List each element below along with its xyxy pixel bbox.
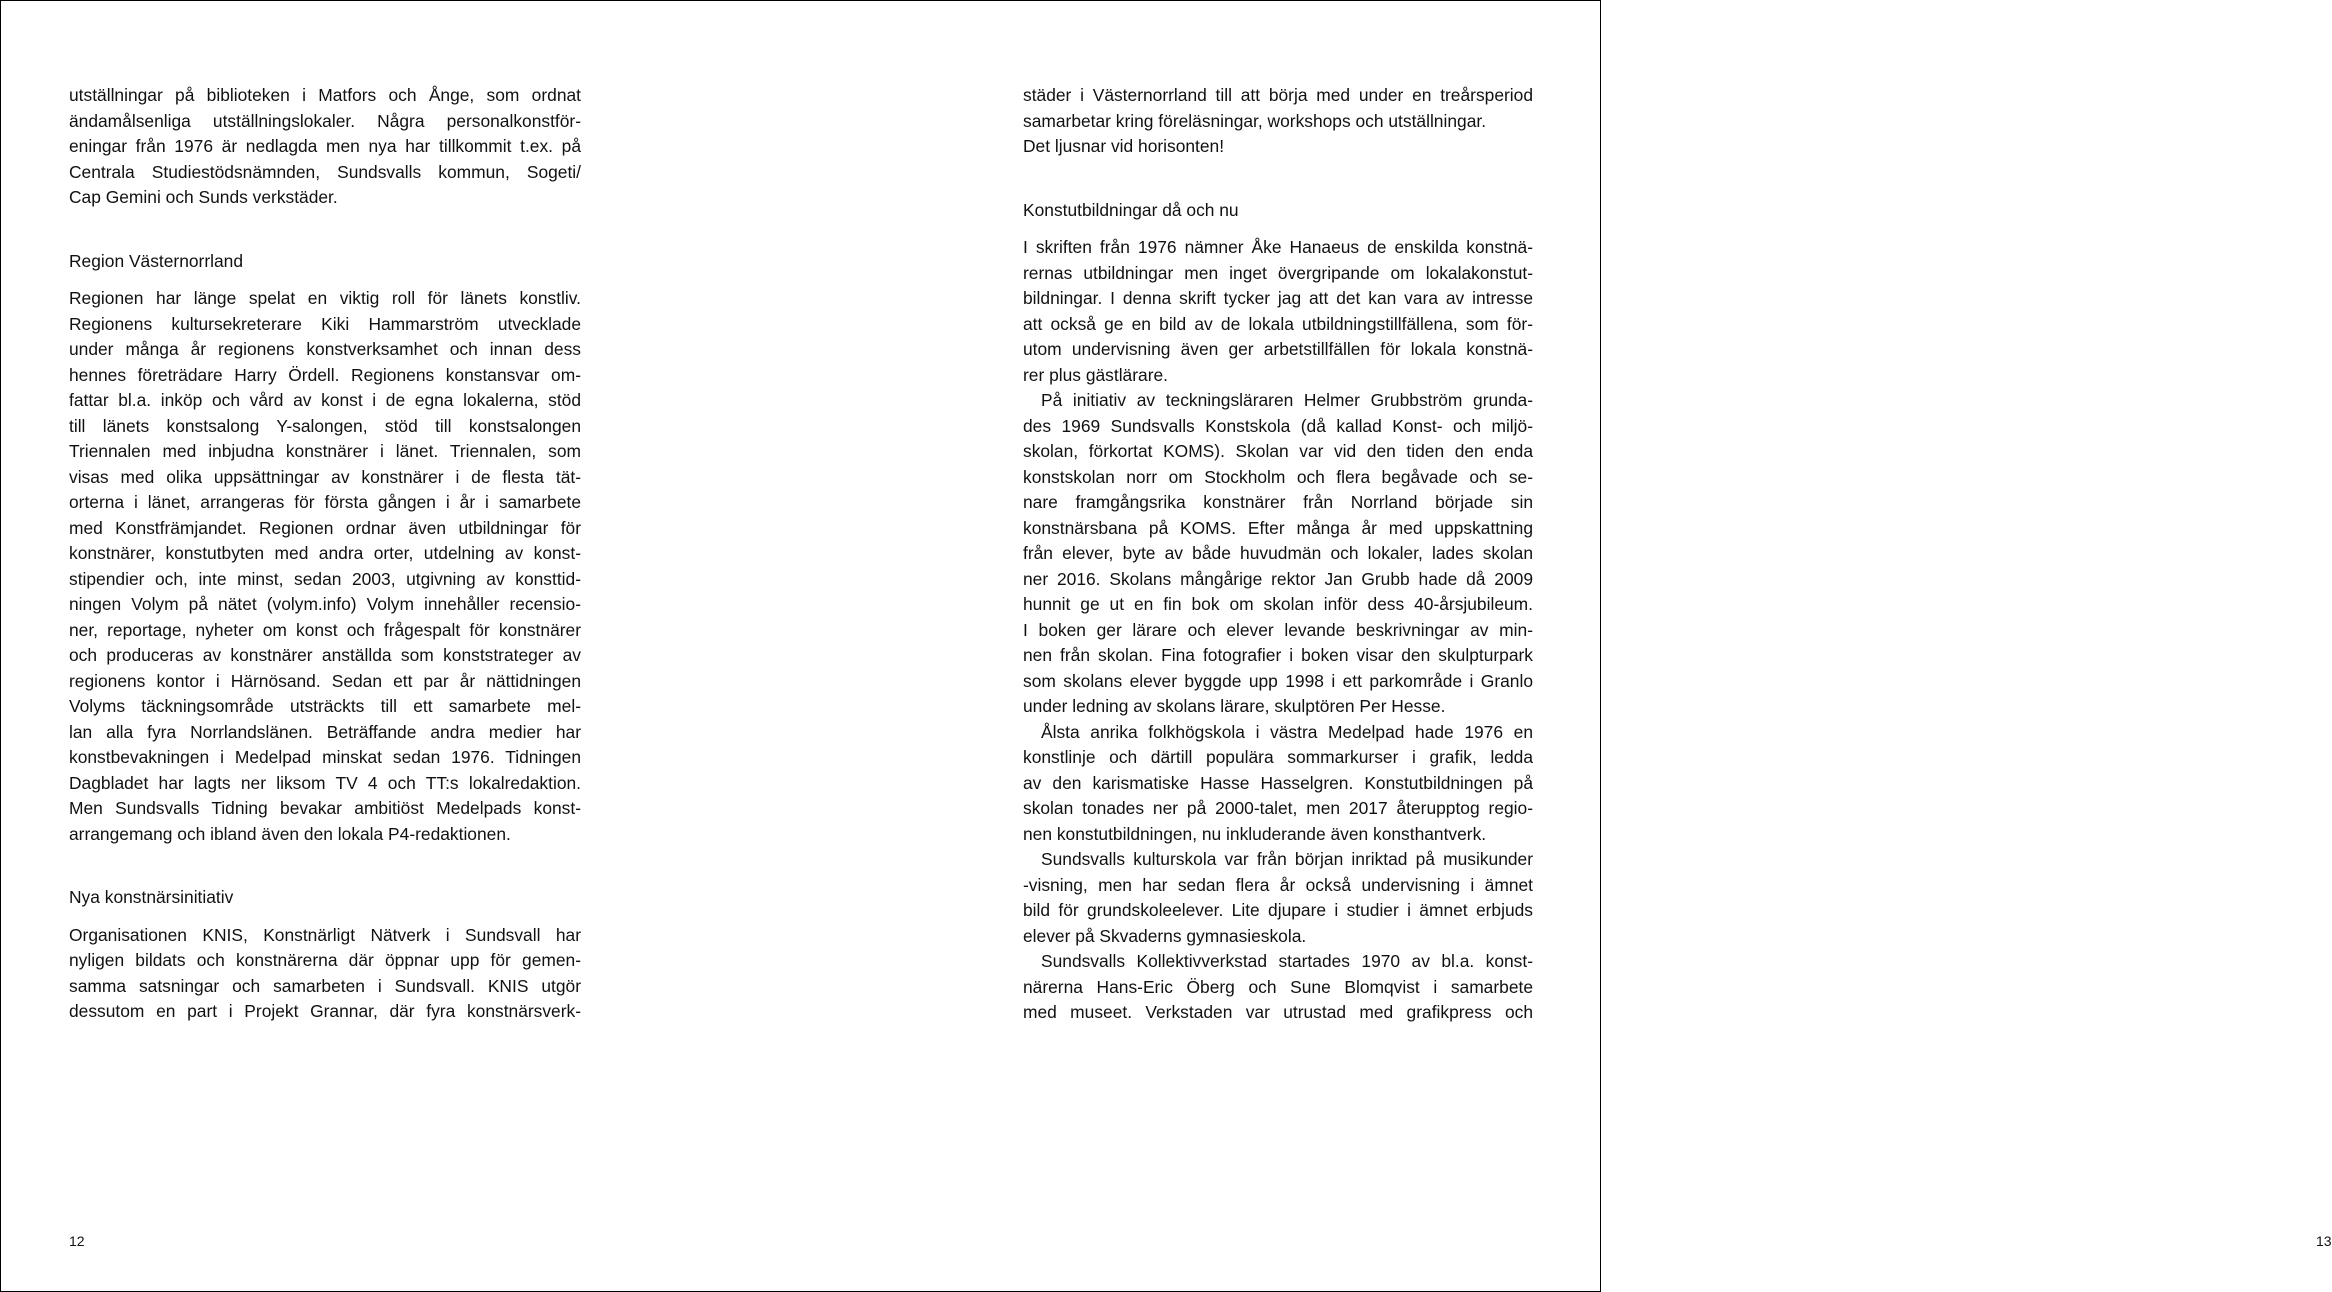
text-line: nen konstutbildningen, nu inkluderande även konsthantverk. — [1023, 823, 1487, 844]
text-line: att också ge en bild av de lokala utbildningstillfällena, som för- — [1023, 313, 1533, 334]
text-line: Organisationen KNIS, Konstnärligt Nätverk i Sundsvall har — [69, 924, 581, 945]
text-line: På initiativ av teckningsläraren Helmer Grubbström grunda- — [1041, 390, 1533, 410]
right-text-column — [1023, 83, 1533, 1026]
text-line: bild för grundskoleelever. Lite djupare i studier i ämnet erbjuds — [1023, 900, 1533, 920]
page-number-right: 13 — [2316, 1233, 2332, 1249]
text-line: arrangemang och ibland även den lokala P4-redaktionen. — [69, 823, 511, 844]
text-line: I boken ger lärare och elever levande beskrivningar av min- — [1023, 619, 1533, 640]
text-line: konstbevakningen i Medelpad minskat sedan 1976. Tidningen — [69, 747, 581, 767]
text-line: städer i Västernorrland till att börja med under en treårsperiod — [1023, 85, 1533, 105]
text-line: av den karismatiske Hasse Hasselgren. Konstutbildningen på — [1023, 772, 1533, 793]
text-line: des 1969 Sundsvalls Konstskola (då kallad Konst- och miljö- — [1023, 415, 1533, 436]
text-line: bildningar. I denna skrift tycker jag att det kan vara av intresse — [1023, 288, 1533, 308]
text-line: till länets konstsalong Y-salongen, stöd till konstsalongen — [69, 415, 581, 436]
text-line: från elever, byte av både huvudmän och lokaler, lades skolan — [1023, 543, 1533, 563]
section-heading-initiatives: Nya konstnärsinitiativ — [69, 887, 234, 907]
text-line: med museet. Verkstaden var utrustad med grafikpress och — [1023, 1002, 1533, 1022]
text-line: nyligen bildats och konstnärerna där öppnar upp för gemen- — [69, 950, 581, 970]
text-line: Sundsvalls kulturskola var från början inriktad på musikunder — [1041, 849, 1533, 869]
text-line: ningen Volym på nätet (volym.info) Volym innehåller recensio- — [69, 594, 581, 614]
text-line: Regionen har länge spelat en viktig roll för länets konstliv. — [69, 288, 581, 308]
text-line: konstnärsbana på KOMS. Efter många år med uppskattning — [1023, 517, 1533, 538]
text-line: I skriften från 1976 nämner Åke Hanaeus de enskilda konstnä- — [1023, 237, 1533, 257]
text-line: ändamålsenliga utställningslokaler. Några personalkonstför- — [69, 110, 581, 131]
text-line: samarbetar kring föreläsningar, workshops och utställningar. — [1023, 110, 1487, 131]
text-line: fattar bl.a. inköp och vård av konst i de egna lokalerna, stöd — [69, 390, 581, 410]
text-line: konstlinje och därtill populära sommarkurser i grafik, ledda — [1023, 747, 1533, 767]
left-text-column — [69, 83, 581, 1025]
text-line: närerna Hans-Eric Öberg och Sune Blomqvist i samarbete — [1023, 976, 1533, 997]
text-line: hennes företrädare Harry Ördell. Regionens konstansvar om- — [69, 364, 581, 385]
text-line: hunnit ge ut en fin bok om skolan inför dess 40-årsjubileum. — [1023, 594, 1533, 614]
text-line: Dagbladet har lagts ner liksom TV 4 och TT:s lokalredaktion. — [69, 772, 581, 793]
text-line: samma satsningar och samarbeten i Sundsvall. KNIS utgör — [69, 975, 581, 996]
text-line: under många år regionens konstverksamhet och innan dess — [69, 339, 581, 359]
text-line: skolan, förkortat KOMS). Skolan var vid den tiden den enda — [1023, 441, 1533, 461]
text-line: orterna i länet, arrangeras för första gången i år i samarbete — [69, 492, 581, 512]
section-heading-region: Region Västernorrland — [69, 250, 244, 271]
text-line: Det ljusnar vid horisonten! — [1023, 136, 1225, 156]
text-line: och produceras av konstnärer anställda som konststrateger av — [69, 645, 581, 665]
text-line: Ålsta anrika folkhögskola i västra Medelpad hade 1976 en — [1041, 721, 1533, 742]
text-line: Triennalen med inbjudna konstnärer i länet. Triennalen, som — [69, 441, 581, 461]
text-line: utom undervisning även ger arbetstillfällen för lokala konstnä- — [1023, 339, 1533, 359]
text-line: med Konstfrämjandet. Regionen ordnar även utbildningar för — [69, 517, 581, 538]
left-page — [1, 1, 801, 1291]
section-heading-education: Konstutbildningar då och nu — [1023, 199, 1239, 220]
text-line: Volyms täckningsområde utsträckts till ett samarbete mel- — [69, 696, 581, 716]
right-page — [801, 1, 2332, 1291]
text-line: Centrala Studiestödsnämnden, Sundsvalls kommun, Sogeti/ — [69, 161, 581, 182]
text-line: visas med olika uppsättningar av konstnärer i de flesta tät- — [69, 466, 581, 487]
text-line: nen från skolan. Fina fotografier i boken visar den skulpturpark — [1023, 645, 1533, 665]
text-line: som skolans elever byggde upp 1998 i ett parkområde i Granlo — [1023, 670, 1533, 691]
text-line: ner 2016. Skolans mångårige rektor Jan Grubb hade då 2009 — [1023, 568, 1533, 589]
text-line: ner, reportage, nyheter om konst och frågespalt för konstnärer — [69, 619, 581, 640]
text-line: dessutom en part i Projekt Grannar, där fyra konstnärsverk- — [69, 1001, 581, 1021]
text-line: Sundsvalls Kollektivverkstad startades 1970 av bl.a. konst- — [1041, 951, 1533, 971]
text-line: stipendier och, inte minst, sedan 2003, utgivning av konsttid- — [69, 568, 581, 589]
text-line: lan alla fyra Norrlandslänen. Beträffande andra medier har — [69, 721, 581, 742]
text-line: Regionens kultursekreterare Kiki Hammarström utvecklade — [69, 313, 581, 334]
text-line: Cap Gemini och Sunds verkstäder. — [69, 187, 338, 207]
text-line: under ledning av skolans lärare, skulptören Per Hesse. — [1023, 696, 1446, 716]
text-line: elever på Skvaderns gymnasieskola. — [1023, 925, 1307, 946]
text-line: konstnärer, konstutbyten med andra orter, utdelning av konst- — [69, 543, 581, 563]
text-line: skolan tonades ner på 2000-talet, men 2017 återupptog regio- — [1023, 798, 1533, 818]
text-line: regionens kontor i Härnösand. Sedan ett par år nättidningen — [69, 670, 581, 691]
text-line: Men Sundsvalls Tidning bevakar ambitiöst Medelpads konst- — [69, 798, 581, 818]
text-line: konstskolan norr om Stockholm och flera begåvade och se- — [1023, 466, 1533, 487]
text-line: nare framgångsrika konstnärer från Norrland började sin — [1023, 492, 1533, 512]
text-line: rernas utbildningar men inget övergripande om lokalakonstut- — [1023, 262, 1533, 283]
text-line: -visning, men har sedan flera år också undervisning i ämnet — [1023, 874, 1533, 895]
text-line: eningar från 1976 är nedlagda men nya har tillkommit t.ex. på — [69, 136, 581, 156]
page-number-left: 12 — [69, 1233, 85, 1249]
text-line: rer plus gästlärare. — [1023, 364, 1168, 385]
text-line: utställningar på biblioteken i Matfors och Ånge, som ordnat — [69, 85, 581, 105]
